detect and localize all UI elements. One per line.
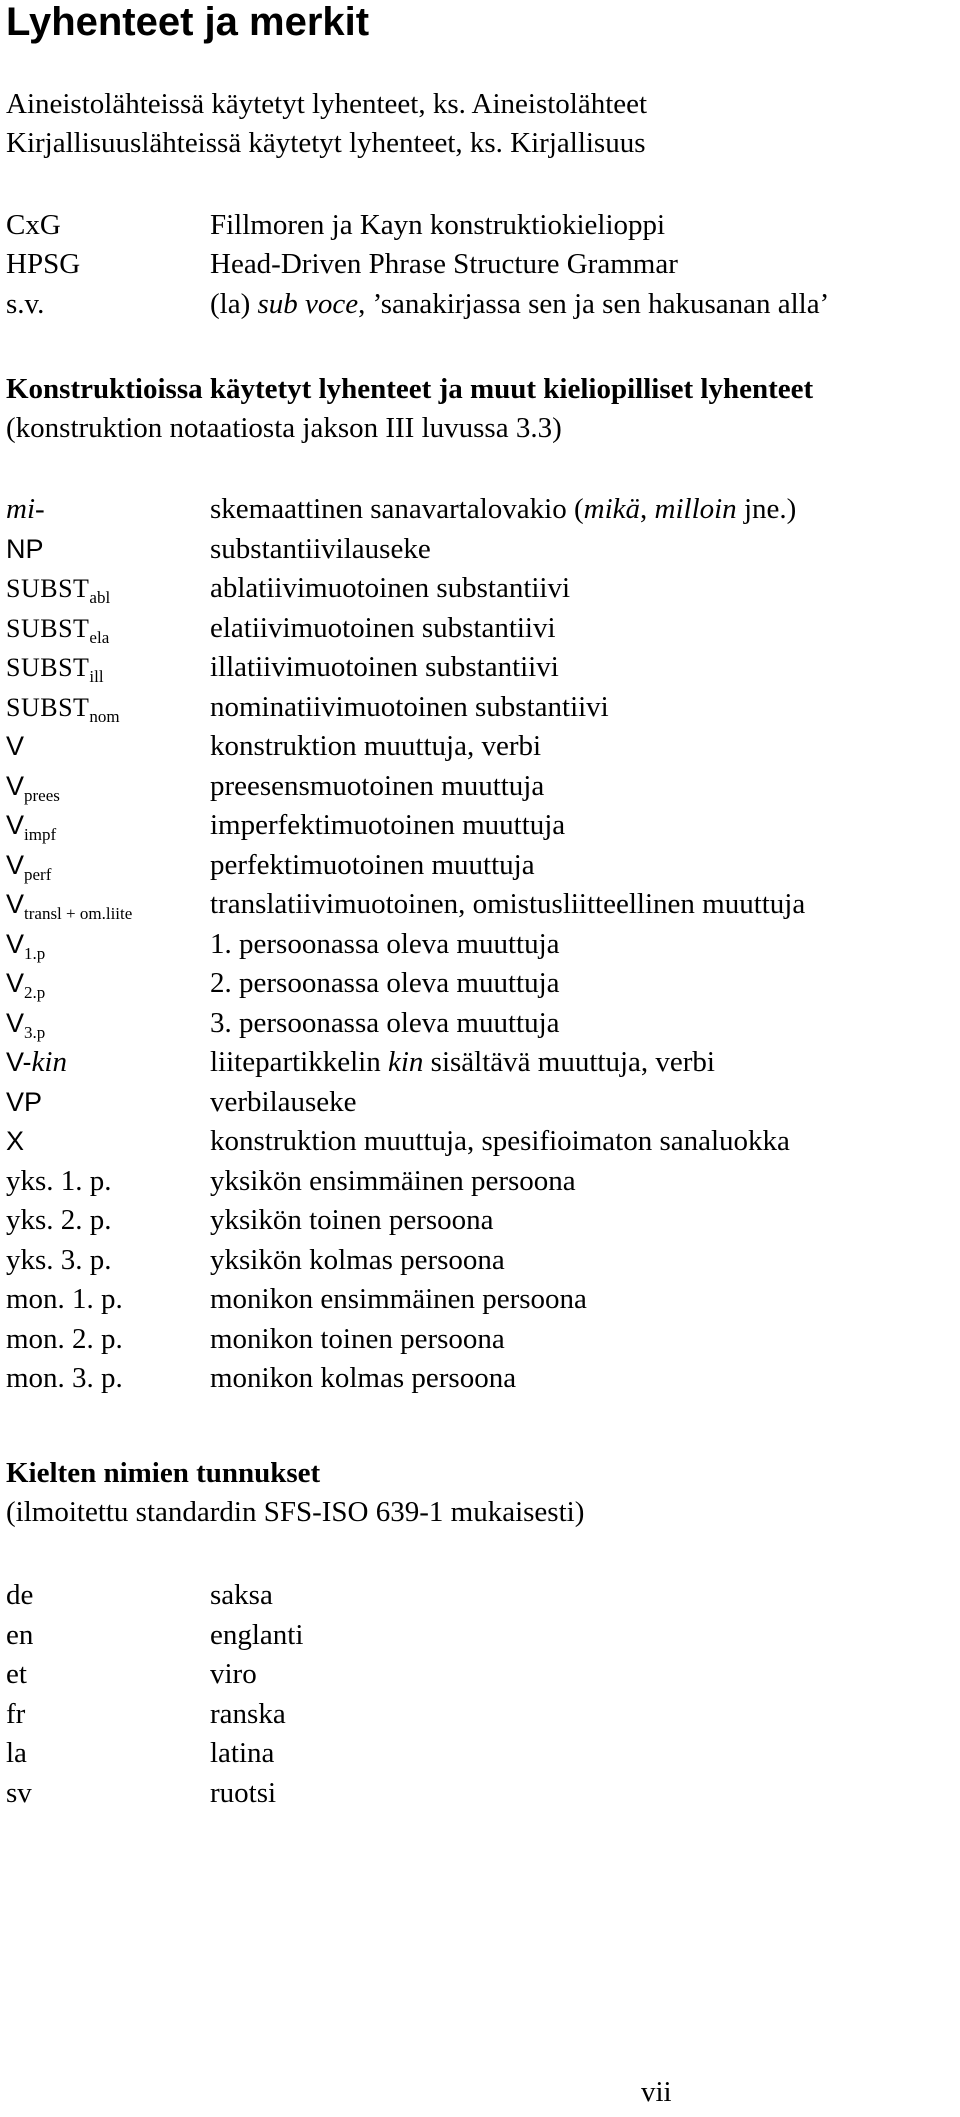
- abbr-term: [6, 490, 45, 528]
- abbr-subscript: 2.p: [24, 983, 46, 1002]
- section-heading-constructions: Konstruktioissa käytetyt lyhenteet ja muut kieliopilliset lyhenteet: [6, 373, 814, 405]
- abbr-term: [6, 1280, 123, 1318]
- abbr-term: [6, 648, 104, 687]
- abbr-term: [6, 1241, 112, 1279]
- abbr-term-text: NP: [6, 533, 44, 564]
- abbr-definition: perfektimuotoinen muuttuja: [210, 848, 535, 881]
- abbr-term-text: yks. 3. p.: [6, 1243, 112, 1276]
- definition-text: ,: [640, 493, 655, 525]
- abbr-definition: monikon toinen persoona: [210, 1322, 505, 1355]
- abbr-term-text: SUBST: [6, 574, 90, 603]
- abbr-term-text: V: [6, 1007, 25, 1038]
- abbr-subscript: ela: [89, 627, 110, 647]
- abbr-term: [6, 569, 110, 608]
- language-name: ruotsi: [210, 1777, 277, 1809]
- intro-line-1: Aineistolähteissä käytetyt lyhenteet, ks. Aineistolähteet: [6, 88, 648, 120]
- section-heading-languages: Kielten nimien tunnukset: [6, 1457, 321, 1489]
- abbr-term: HPSG: [6, 248, 81, 280]
- abbr-term-text: yks. 1. p.: [6, 1164, 112, 1197]
- abbr-term: [6, 767, 60, 805]
- abbr-term-text: mi-: [6, 493, 45, 525]
- language-code: en: [6, 1618, 34, 1651]
- definition-italic: milloin: [654, 493, 737, 525]
- abbr-term: [6, 1122, 24, 1160]
- abbr-term-text: V: [6, 770, 25, 801]
- abbr-term: [6, 846, 51, 884]
- abbr-definition: yksikön toinen persoona: [210, 1204, 494, 1236]
- abbr-term: [6, 530, 44, 568]
- abbr-definition: preesensmuotoinen muuttuja: [210, 769, 545, 802]
- language-code: sv: [6, 1777, 32, 1809]
- abbr-definition: 3. persoonassa oleva muuttuja: [210, 1006, 560, 1039]
- abbr-term-text: mon. 1. p.: [6, 1283, 123, 1315]
- abbr-term-text: V: [6, 928, 25, 959]
- abbr-definition: 2. persoonassa oleva muuttuja: [210, 967, 560, 999]
- abbr-term: [6, 964, 45, 1002]
- abbr-definition: 1. persoonassa oleva muuttuja: [210, 927, 560, 960]
- definition-italic: sub voce: [257, 288, 359, 320]
- page-number: vii: [641, 2076, 672, 2108]
- abbr-subscript: nom: [89, 706, 120, 726]
- language-code: de: [6, 1579, 34, 1611]
- definition-text: skemaattinen sanavartalovakio (: [210, 493, 584, 525]
- language-code: et: [6, 1658, 27, 1691]
- language-code: fr: [6, 1697, 26, 1730]
- abbr-subscript: perf: [24, 864, 52, 884]
- abbr-definition: substantiivilauseke: [210, 532, 431, 565]
- language-code: la: [6, 1737, 27, 1770]
- abbr-term: s.v.: [6, 288, 45, 320]
- abbr-term-text: SUBST: [6, 692, 90, 722]
- language-name: latina: [210, 1737, 275, 1770]
- abbr-term-text: mon. 2. p.: [6, 1322, 123, 1355]
- abbr-definition: monikon ensimmäinen persoona: [210, 1283, 587, 1315]
- page-title: Lyhenteet ja merkit: [6, 0, 370, 44]
- abbr-definition: yksikön kolmas persoona: [210, 1243, 505, 1276]
- abbr-subscript: impf: [24, 825, 57, 844]
- definition-text: jne.): [736, 493, 797, 525]
- abbr-term: [6, 806, 56, 844]
- abbr-definition: [210, 1043, 715, 1081]
- section-subheading-languages: (ilmoitettu standardin SFS-ISO 639-1 mukaisesti): [6, 1496, 585, 1528]
- abbr-term-text: X: [6, 1126, 25, 1156]
- abbr-definition: translatiivimuotoinen, omistusliitteellinen muuttuja: [210, 888, 806, 920]
- abbr-definition: verbilauseke: [210, 1085, 357, 1118]
- abbr-subscript: abl: [89, 588, 111, 607]
- abbr-subscript: 1.p: [24, 943, 46, 963]
- abbr-term-text: V: [6, 968, 25, 998]
- abbr-term: [6, 1320, 123, 1358]
- abbr-definition: nominatiivimuotoinen substantiivi: [210, 690, 609, 723]
- definition-text: sisältävä muuttuja, verbi: [423, 1046, 715, 1078]
- abbr-term-text: V-: [6, 1047, 32, 1077]
- abbr-term-text: VP: [6, 1086, 43, 1117]
- abbr-definition: imperfektimuotoinen muuttuja: [210, 809, 566, 841]
- abbr-term-text: V: [6, 889, 25, 919]
- abbr-term: [6, 609, 109, 648]
- abbr-term-text: SUBST: [6, 653, 90, 682]
- abbr-term-text: yks. 2. p.: [6, 1204, 112, 1236]
- abbr-subscript: transl + om.liite: [24, 904, 133, 923]
- abbr-definition: Head-Driven Phrase Structure Grammar: [210, 248, 678, 280]
- abbr-term: CxG: [6, 209, 61, 241]
- abbr-term: [6, 1162, 112, 1200]
- abbr-subscript: 3.p: [24, 1022, 46, 1042]
- language-name: viro: [210, 1658, 257, 1691]
- language-name: ranska: [210, 1697, 286, 1730]
- abbr-definition: elatiivimuotoinen substantiivi: [210, 611, 556, 644]
- abbr-subscript: prees: [24, 785, 60, 805]
- abbr-term: [6, 885, 132, 923]
- abbr-term: [6, 1359, 123, 1397]
- abbr-term: [6, 1004, 45, 1042]
- abbr-definition: illatiivimuotoinen substantiivi: [210, 651, 559, 683]
- abbr-subscript: ill: [89, 667, 104, 686]
- abbr-term-text: V: [6, 810, 25, 840]
- abbr-term-text: V: [6, 731, 25, 761]
- abbr-term-italic: kin: [31, 1046, 67, 1078]
- abbr-definition: ablatiivimuotoinen substantiivi: [210, 572, 571, 604]
- definition-italic: kin: [387, 1046, 424, 1078]
- language-name: saksa: [210, 1579, 273, 1611]
- abbr-term: [6, 1083, 42, 1121]
- abbr-term: [6, 925, 45, 963]
- abbr-definition: [210, 490, 796, 528]
- definition-text: (la): [210, 288, 258, 320]
- intro-line-2: Kirjallisuuslähteissä käytetyt lyhenteet, ks. Kirjallisuus: [6, 127, 646, 159]
- section-subheading-constructions: (konstruktion notaatiosta jakson III luvussa 3.3): [6, 412, 562, 444]
- abbr-definition: konstruktion muuttuja, spesifioimaton sanaluokka: [210, 1125, 790, 1157]
- abbr-term-text: V: [6, 849, 25, 880]
- abbr-term: [6, 727, 24, 765]
- abbr-term: [6, 1201, 112, 1239]
- abbr-definition: konstruktion muuttuja, verbi: [210, 730, 542, 762]
- definition-italic: mikä: [583, 493, 641, 525]
- language-name: englanti: [210, 1618, 304, 1651]
- abbr-definition: [210, 285, 829, 323]
- abbr-term-text: mon. 3. p.: [6, 1362, 123, 1394]
- abbr-term: [6, 1043, 67, 1081]
- abbr-term-text: SUBST: [6, 613, 90, 643]
- abbr-definition: monikon kolmas persoona: [210, 1362, 517, 1394]
- abbr-term: [6, 688, 120, 727]
- definition-text: , ’sanakirjassa sen ja sen hakusanan alla’: [358, 288, 830, 320]
- abbr-definition: Fillmoren ja Kayn konstruktiokielioppi: [210, 209, 666, 241]
- abbr-definition: yksikön ensimmäinen persoona: [210, 1164, 576, 1197]
- definition-text: liitepartikkelin: [210, 1046, 388, 1078]
